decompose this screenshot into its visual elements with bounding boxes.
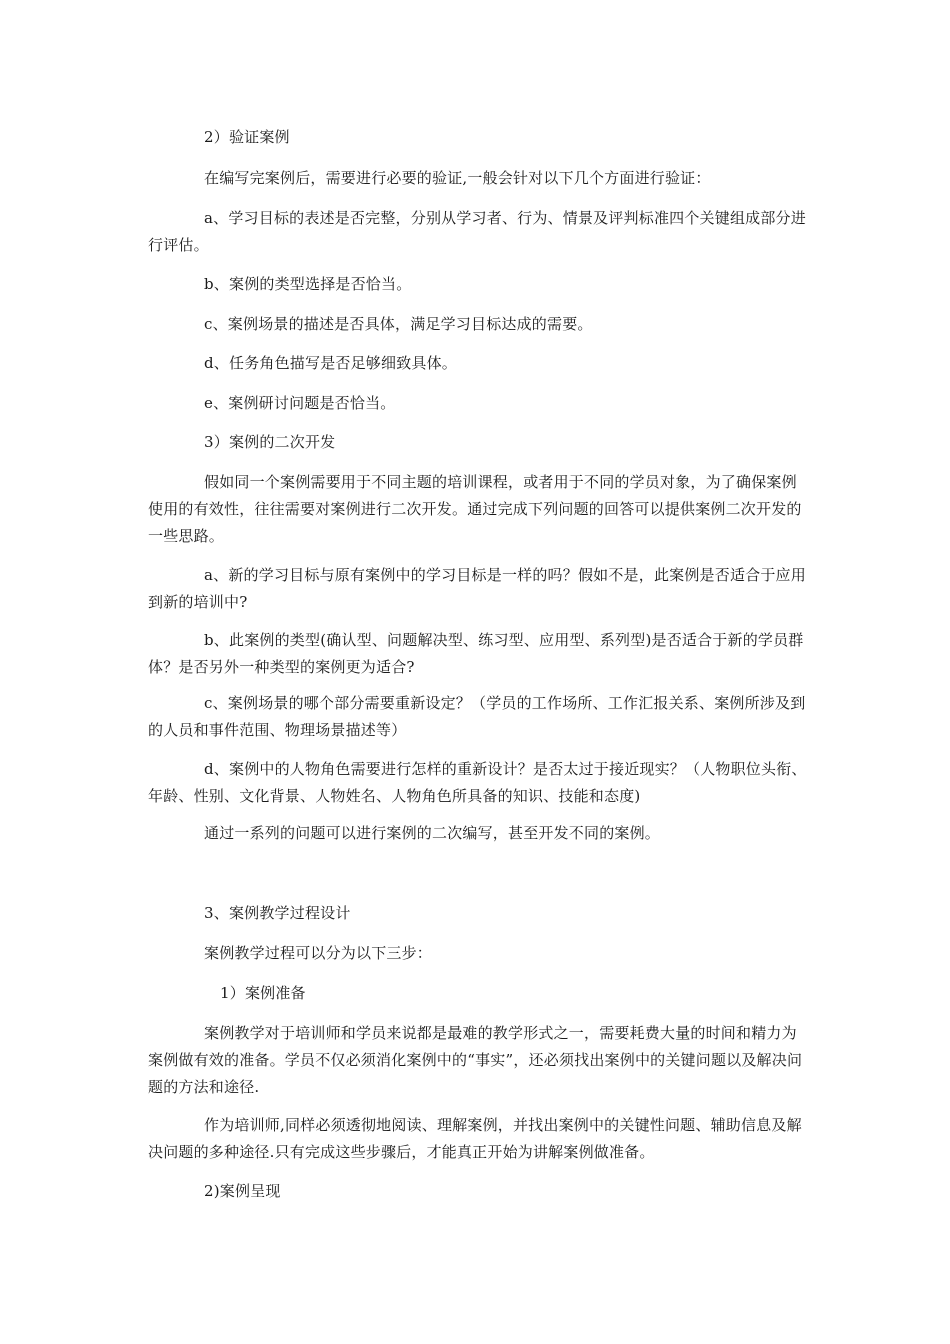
paragraph-secondary-development: 假如同一个案例需要用于不同主题的培训课程，或者用于不同的学员对象，为了确保案例使用的有效性，往往需要对案例进行二次开发。通过完成下列问题的回答可以提供案例二次开发的一些思路。: [148, 473, 802, 545]
question-item-d: d、案例中的人物角色需要进行怎样的重新设计？是否太过于接近现实？（人物职位头衔、年龄、性别、文化背景、人物姓名、人物角色所具备的知识、技能和态度): [148, 760, 807, 805]
list-item-e: e、案例研讨问题是否恰当。: [204, 394, 396, 412]
subheading-secondary-development: 3）案例的二次开发: [204, 433, 336, 451]
paragraph-preparation-students: 案例教学对于培训师和学员来说都是最难的教学形式之一，需要耗费大量的时间和精力为案例做有效的准备。学员不仅必须消化案例中的“事实”，还必须找出案例中的关键问题以及解决问题的方法和途径.: [148, 1024, 803, 1096]
question-item-a: a、新的学习目标与原有案例中的学习目标是一样的吗？假如不是，此案例是否适合于应用到新的培训中?: [148, 566, 806, 611]
subheading-case-preparation: 1）案例准备: [220, 984, 306, 1002]
paragraph-preparation-trainer: 作为培训师,同样必须透彻地阅读、理解案例，并找出案例中的关键性问题、辅助信息及解决问题的多种途径.只有完成这些步骤后，才能真正开始为讲解案例做准备。: [148, 1116, 802, 1161]
list-item-c: c、案例场景的描述是否具体，满足学习目标达成的需要。: [204, 315, 593, 333]
paragraph-process-intro: 案例教学过程可以分为以下三步：: [204, 944, 433, 962]
list-item-d: d、任务角色描写是否足够细致具体。: [204, 354, 458, 372]
subheading-verify-case: 2）验证案例: [204, 128, 290, 146]
paragraph-conclusion: 通过一系列的问题可以进行案例的二次编写，甚至开发不同的案例。: [204, 824, 661, 842]
section-heading-teaching-process: 3、案例教学过程设计: [204, 904, 351, 922]
list-item-b: b、案例的类型选择是否恰当。: [204, 275, 412, 293]
question-item-c: c、案例场景的哪个部分需要重新设定？（学员的工作场所、工作汇报关系、案例所涉及到的人员和事件范围、物理场景描述等）: [148, 694, 806, 739]
subheading-case-presentation: 2)案例呈现: [204, 1182, 281, 1200]
question-item-b: b、此案例的类型(确认型、问题解决型、练习型、应用型、系列型)是否适合于新的学员群体？是否另外一种类型的案例更为适合?: [148, 631, 804, 676]
list-item-a: a、学习目标的表述是否完整，分别从学习者、行为、情景及评判标准四个关键组成部分进行评估。: [148, 209, 806, 254]
paragraph-verify-intro: 在编写完案例后，需要进行必要的验证,一般会针对以下几个方面进行验证：: [204, 169, 711, 187]
